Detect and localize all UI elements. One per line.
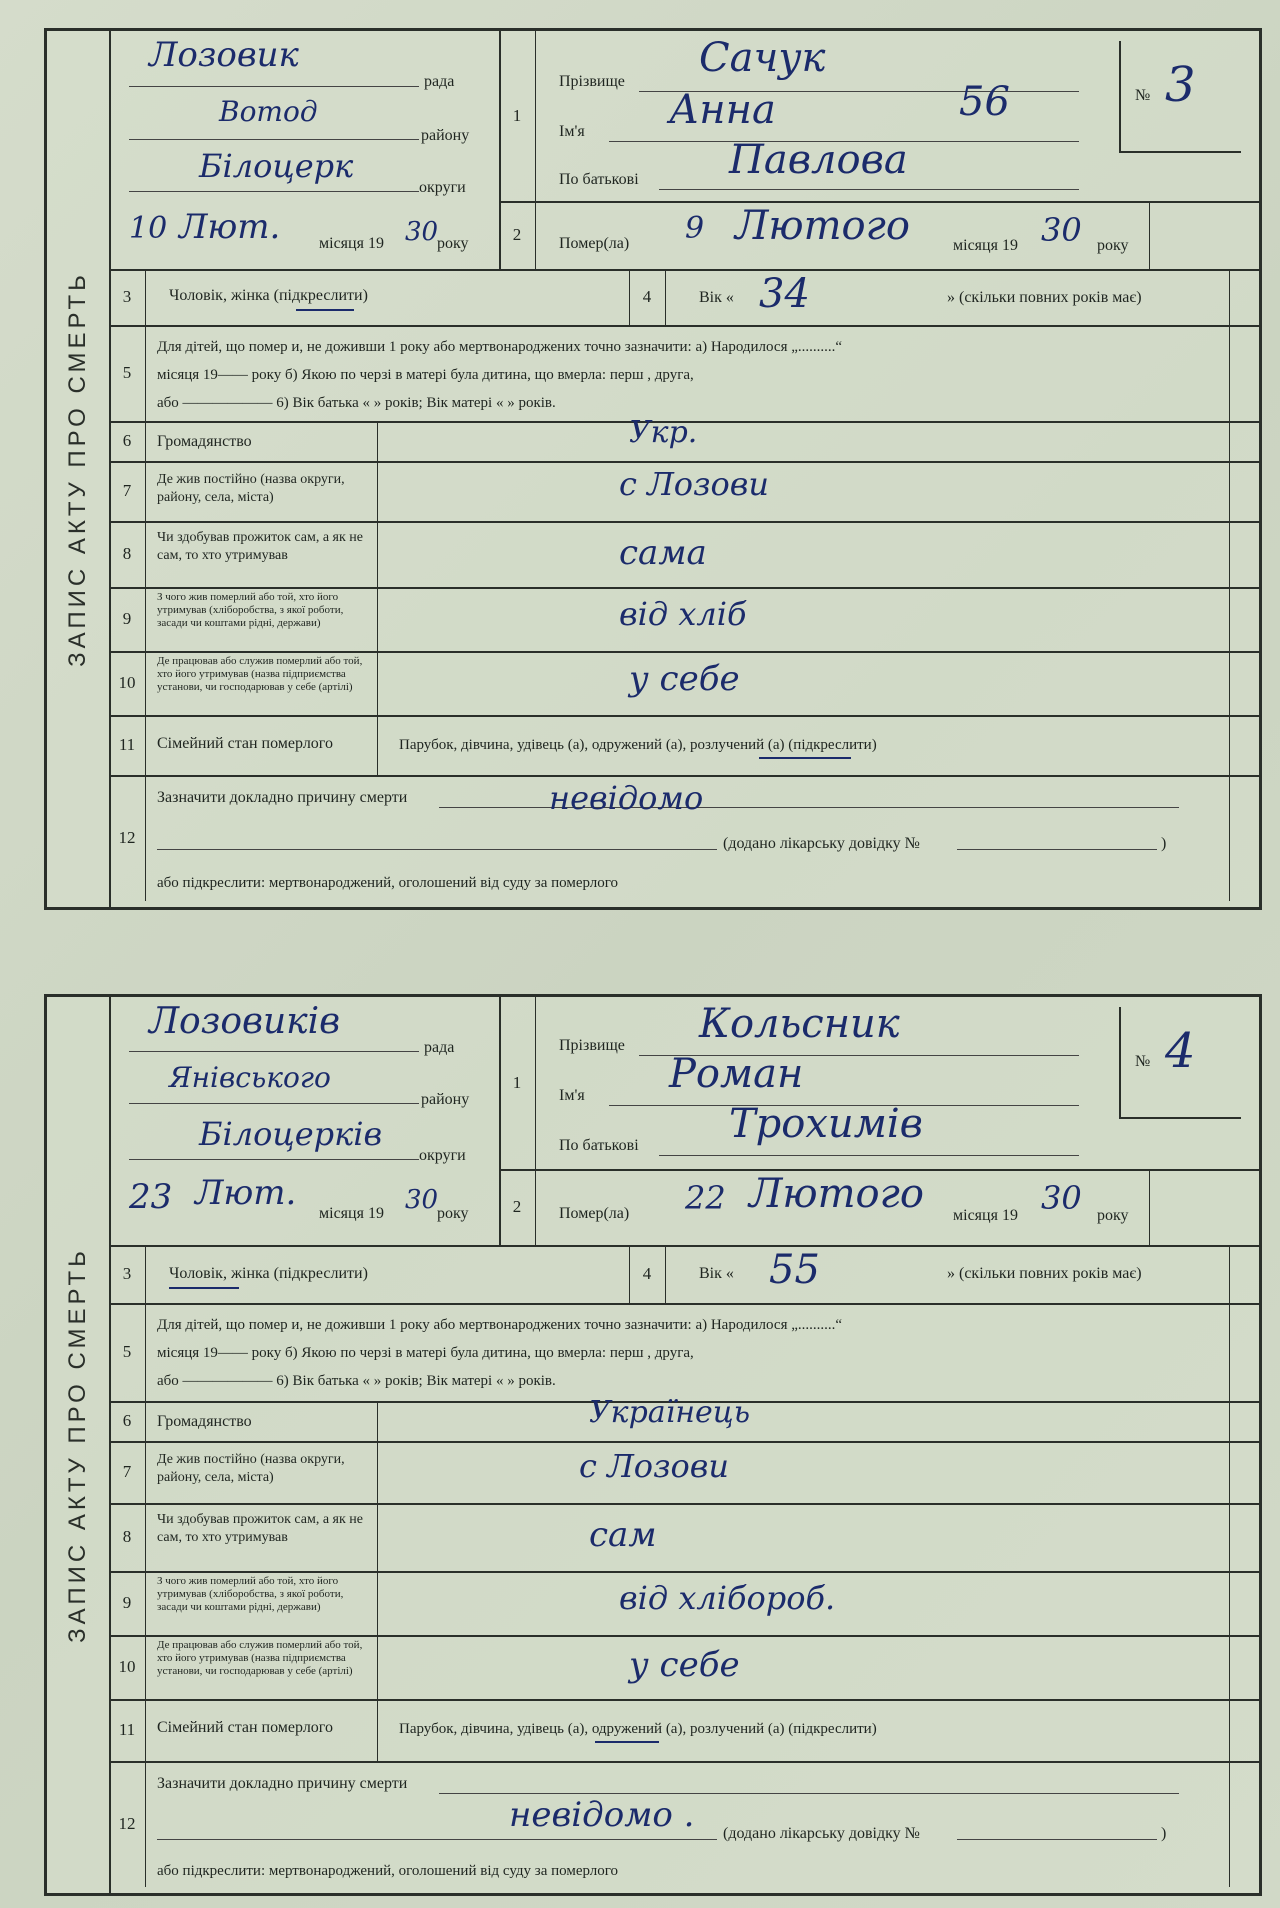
rada-value: Лозовик	[149, 35, 299, 75]
residence-value: с Лозови	[619, 465, 770, 503]
row-2: 2 Помер(ла) 22 Лютого місяця 19 30 року	[499, 1169, 1259, 1245]
livelihood-value: сама	[619, 533, 707, 573]
row-9: 9 З чого жив померлий або той, хто його утримував (хліборобства, з якої роботи, засади чи коштами рідні, держави) від хлібороб.	[109, 1571, 1259, 1637]
row-1: 1 Прізвище Кольсник Ім'я Роман По батькові Трохимів № 4	[499, 997, 1259, 1171]
row-10: 10 Де працював або служив померлий або той, хто його утримував (назва підприємства установи, чи господарював у себе (артілі) у себе	[109, 1635, 1259, 1701]
okruha-value: Білоцерків	[199, 1115, 383, 1153]
registry-place: Лозовиків рада Янівського району Білоцерків округи 23 Лют. місяця 19 30 року	[109, 997, 501, 1245]
reg-day: 23	[129, 1177, 173, 1217]
died-year: 30	[1041, 1179, 1082, 1217]
row-7: 7 Де жив постійно (назва округи, району, села, міста) с Лозови	[109, 461, 1259, 523]
source-value: від хліб	[619, 595, 747, 633]
reg-month: Лют.	[195, 1173, 297, 1213]
row-11: 11 Сімейний стан померлого Парубок, дівчина, удівець (а), одружений (а), розлучений (а) (підкреслити)	[109, 1699, 1259, 1763]
row-5: 5 Для дітей, що помер и, не доживши 1 року або мертвонароджених точно зазначити: а) Народилося „..........“ місяця 19—— року б) Якою по черзі в матері була дитина, що вмерла: перш , друга, або —————— 6) Вік батька « » років; Вік матері « » років.	[109, 325, 1259, 423]
patronymic-value: Павлова	[729, 137, 908, 183]
record-number: № 3	[1119, 41, 1241, 153]
side-title: ЗАПИС АКТУ ПРО СМЕРТЬ	[47, 31, 111, 907]
reg-year: 30	[405, 217, 439, 247]
cause-value: невідомо .	[509, 1795, 695, 1835]
workplace-value: у себе	[629, 659, 740, 699]
row-3-4: 3 Чоловік, жінка (підкреслити) 4 Вік « 55 » (скільки повних років має)	[109, 1245, 1259, 1305]
reg-day: 10	[129, 211, 168, 246]
row-1: 1 Прізвище Сачук Ім'я Анна 56 По батькові Павлова № 3	[499, 31, 1259, 203]
row-5: 5 Для дітей, що помер и, не доживши 1 року або мертвонароджених точно зазначити: а) Народилося „..........“ місяця 19—— року б) Якою по черзі в матері була дитина, що вмерла: перш , друга, або —————— 6) Вік батька « » років; Вік матері « » років.	[109, 1303, 1259, 1403]
residence-value: с Лозови	[579, 1447, 730, 1485]
source-value: від хлібороб.	[619, 1579, 836, 1617]
surname-value: Сачук	[699, 35, 826, 81]
death-record-1	[44, 28, 1262, 910]
row-6: 6 Громадянство Українець	[109, 1401, 1259, 1443]
record-number: № 4	[1119, 1007, 1241, 1119]
died-day: 22	[685, 1179, 726, 1217]
died-day: 9	[685, 211, 705, 246]
death-record-2	[44, 994, 1262, 1896]
raion-value: Вотод	[219, 95, 318, 128]
row-8: 8 Чи здобував прожиток сам, а як не сам, то хто утримував сама	[109, 521, 1259, 589]
header-block	[109, 31, 1259, 271]
side-title: ЗАПИС АКТУ ПРО СМЕРТЬ	[47, 997, 111, 1893]
row-10: 10 Де працював або служив померлий або той, хто його утримував (назва підприємства установи, чи господарював у себе (артілі) у себе	[109, 651, 1259, 717]
age-value: 34	[759, 271, 810, 317]
name-value: Анна	[669, 87, 776, 133]
name-value: Роман	[669, 1051, 804, 1097]
okruha-value: Білоцерк	[199, 147, 354, 185]
row-11: 11 Сімейний стан померлого Парубок, дівчина, удівець (а), одружений (а), розлучений (а) (підкреслити)	[109, 715, 1259, 777]
registry-place: Лозовик рада Вотод району Білоцерк округи 10 Лют. місяця 19 30 року	[109, 31, 501, 269]
surname-value: Кольсник	[699, 1001, 900, 1047]
citizenship-value: Українець	[589, 1395, 751, 1430]
reg-month: Лют.	[179, 207, 281, 247]
raion-value: Янівського	[169, 1061, 331, 1094]
row-12: 12 Зазначити докладно причину смерти невідомо . (додано лікарську довідку № ) або підкреслити: мертвонароджений, оголошений від суду за померлого	[109, 1761, 1259, 1887]
died-month: Лютого	[749, 1171, 924, 1217]
livelihood-value: сам	[589, 1515, 657, 1555]
row-2: 2 Помер(ла) 9 Лютого місяця 19 30 року	[499, 201, 1259, 269]
workplace-value: у себе	[629, 1645, 740, 1685]
row-6: 6 Громадянство Укр.	[109, 421, 1259, 463]
row-3-4: 3 Чоловік, жінка (підкреслити) 4 Вік « 34 » (скільки повних років має)	[109, 269, 1259, 327]
row-12: 12 Зазначити докладно причину смерти невідомо (додано лікарську довідку № ) або підкреслити: мертвонароджений, оголошений від суду за померлого	[109, 775, 1259, 901]
row-7: 7 Де жив постійно (назва округи, району, села, міста) с Лозови	[109, 1441, 1259, 1505]
extra-value: 56	[959, 79, 1010, 125]
died-year: 30	[1041, 211, 1082, 249]
header-block	[109, 997, 1259, 1247]
row-8: 8 Чи здобував прожиток сам, а як не сам, то хто утримував сам	[109, 1503, 1259, 1573]
rada-value: Лозовиків	[149, 1001, 341, 1042]
reg-year: 30	[405, 1185, 439, 1215]
died-month: Лютого	[735, 203, 910, 249]
patronymic-value: Трохимів	[729, 1101, 923, 1147]
age-value: 55	[769, 1247, 820, 1293]
cause-value: невідомо	[549, 779, 704, 817]
row-9: 9 З чого жив померлий або той, хто його утримував (хліборобства, з якої роботи, засади чи коштами рідні, держави) від хліб	[109, 587, 1259, 653]
citizenship-value: Укр.	[629, 415, 698, 450]
